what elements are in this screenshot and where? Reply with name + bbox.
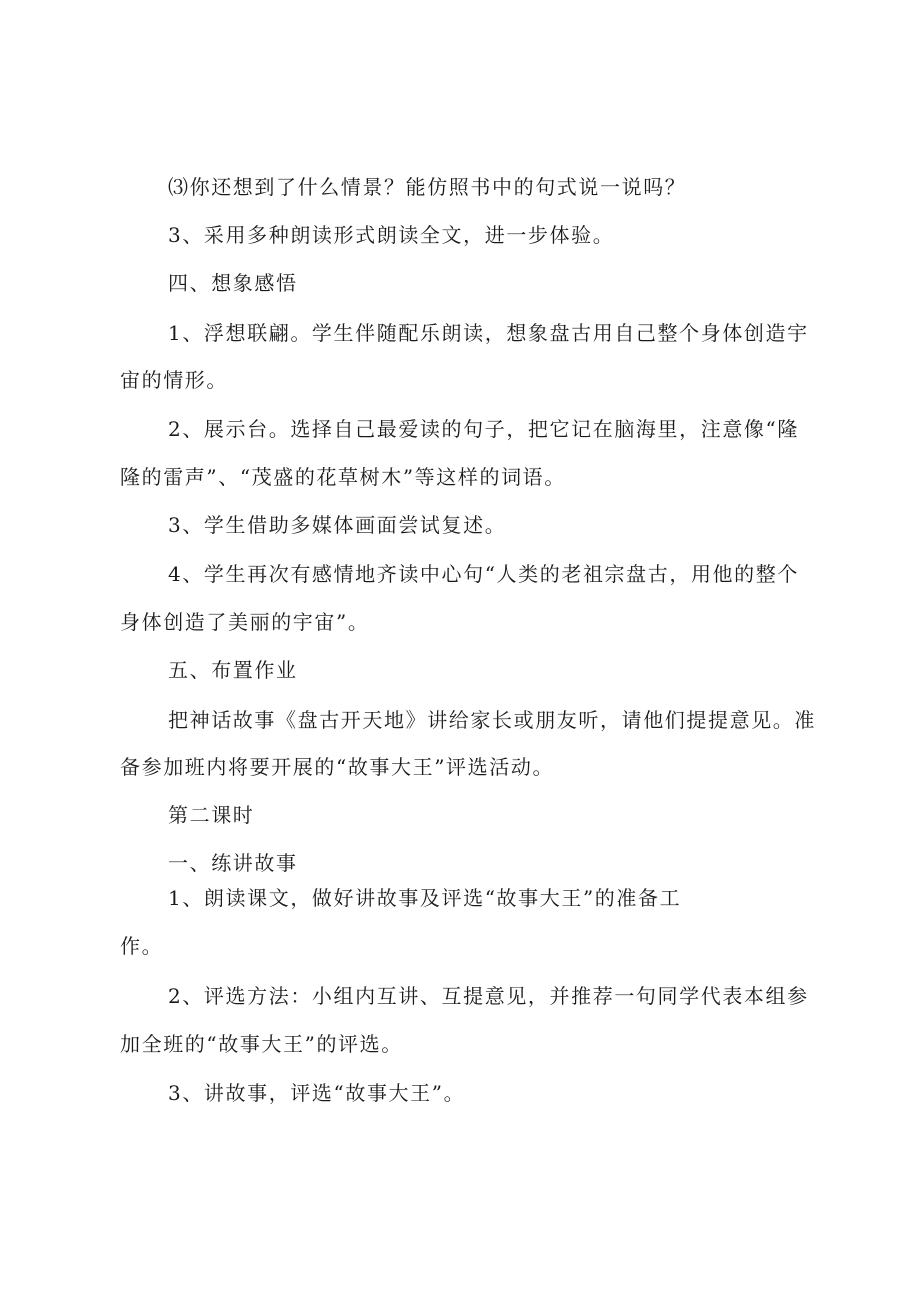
- section-heading: 四、想象感悟: [168, 271, 298, 295]
- text-line: 把神话故事《盘古开天地》讲给家长或朋友听，请他们提提意见。准: [168, 708, 816, 732]
- text-line: 3、讲故事，评选“故事大王”。: [168, 1081, 466, 1105]
- text-line: 3、采用多种朗读形式朗读全文，进一步体验。: [168, 223, 615, 247]
- text-line: 1、朗读课文，做好讲故事及评选“故事大王”的准备工: [168, 886, 682, 910]
- text-line: 4、学生再次有感情地齐读中心句“人类的老祖宗盘古，用他的整个: [168, 562, 799, 586]
- text-line: 备参加班内将要开展的“故事大王”评选活动。: [120, 755, 555, 779]
- text-line: 3、学生借助多媒体画面尝试复述。: [168, 513, 507, 537]
- text-line: 加全班的“故事大王”的评选。: [120, 1032, 403, 1056]
- text-line: ⑶你还想到了什么情景？能仿照书中的句式说一说吗？: [168, 175, 687, 199]
- text-line: 身体创造了美丽的宇宙”。: [120, 610, 370, 634]
- section-heading: 第二课时: [168, 803, 255, 827]
- text-line: 2、展示台。选择自己最爱读的句子，把它记在脑海里，注意像“隆: [168, 417, 799, 441]
- section-heading: 五、布置作业: [168, 658, 298, 682]
- text-line: 宙的情形。: [120, 368, 228, 392]
- text-line: 隆的雷声”、“茂盛的花草树木”等这样的词语。: [120, 465, 566, 489]
- section-heading: 一、练讲故事: [168, 851, 298, 875]
- text-line: 2、评选方法：小组内互讲、互提意见，并推荐一句同学代表本组参: [168, 984, 809, 1008]
- text-line: 作。: [120, 934, 164, 958]
- text-line: 1、浮想联翩。学生伴随配乐朗读，想象盘古用自己整个身体创造宇: [168, 321, 809, 345]
